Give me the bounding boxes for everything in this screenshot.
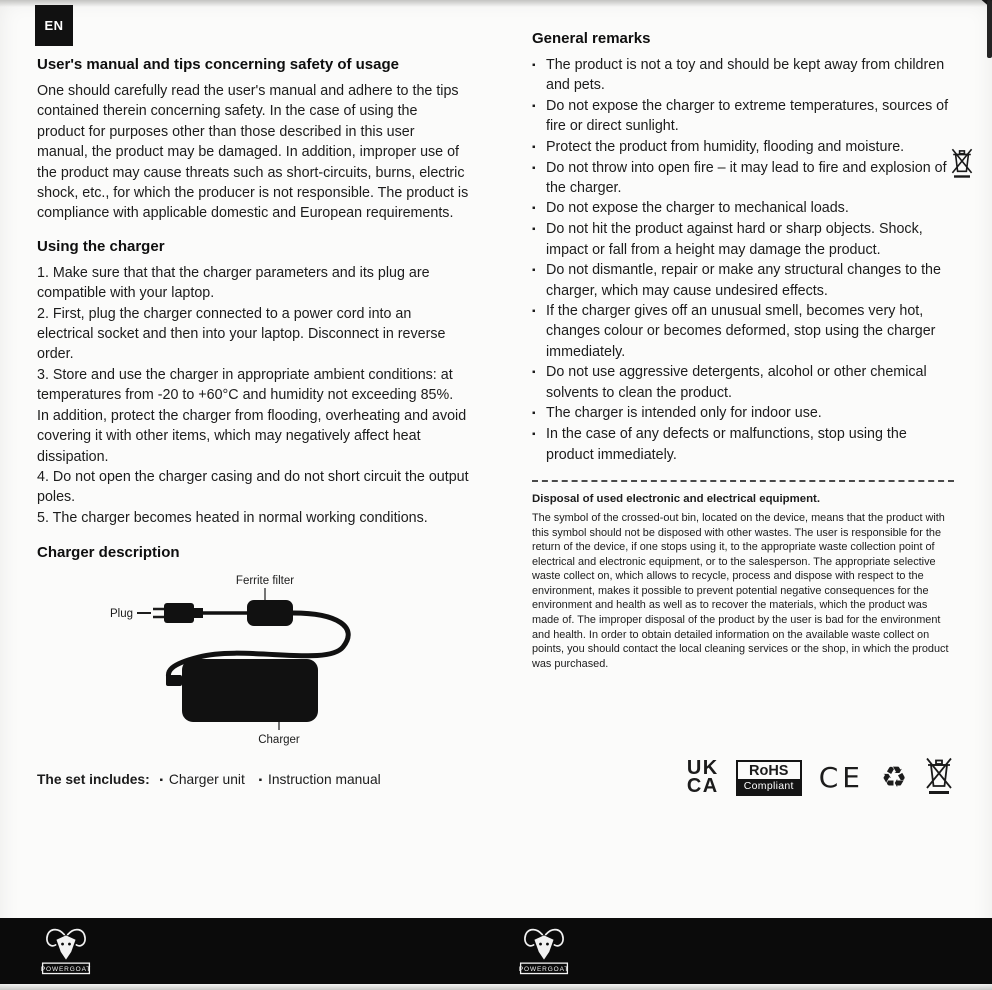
rohs-compliant-label: Compliant (738, 779, 800, 794)
using-step: 5. The charger becomes heated in normal working conditions. (37, 509, 428, 526)
scan-edge-mark (987, 0, 992, 58)
powergoat-logo (40, 924, 92, 983)
remark-item: ▪ In the case of any defects or malfunctions, stop using the product immediately. (532, 424, 956, 465)
left-column (37, 56, 469, 801)
plug-body (164, 603, 194, 623)
set-includes-line (37, 772, 469, 787)
remark-item: ▪ If the charger gives off an unusual smell, becomes very hot, changes colour or becomes deformed, stop using the charger immediately. (532, 301, 956, 362)
dashed-divider (532, 480, 954, 482)
powergoat-logo (518, 924, 570, 983)
recycle-icon (881, 763, 907, 792)
ferrite-filter-body (247, 600, 293, 626)
remark-item: ▪ Do not hit the product against hard or sharp objects. Shock, impact or fall from a height may damage the product. (532, 219, 956, 260)
safety-heading: User's manual and tips concerning safety of usage (37, 56, 399, 73)
goat-face (534, 935, 553, 959)
charger-diagram-drawing (37, 569, 469, 751)
weee-bin-small-icon (950, 146, 974, 184)
footer-band (0, 918, 992, 984)
remark-item: ▪ Do not expose the charger to extreme temperatures, sources of fire or direct sunlight. (532, 96, 956, 137)
goat-face (56, 935, 75, 959)
using-step: 4. Do not open the charger casing and do not short circuit the output poles. (37, 468, 469, 506)
remark-item: ▪ The product is not a toy and should be kept away from children and pets. (532, 55, 956, 96)
disposal-heading: Disposal of used electronic and electrical equipment. (532, 492, 821, 505)
remark-item: ▪ Do not expose the charger to mechanical loads. (532, 198, 956, 219)
powergoat-wordmark: POWERGOAT (40, 965, 92, 973)
ukca-top: UK (686, 757, 719, 780)
scan-edge-bottom (0, 984, 992, 990)
powergoat-wordmark: POWERGOAT (518, 965, 570, 973)
plug-label: Plug (109, 608, 133, 621)
set-includes-item: ▪ Charger unit (160, 772, 245, 787)
charger-description-heading: Charger description (37, 544, 180, 562)
using-heading: Using the charger (37, 237, 165, 255)
rohs-label: RoHS (749, 762, 789, 779)
charger-body (182, 659, 318, 722)
using-step: 1. Make sure that that the charger parameters and its plug are compatible with your laptop. (37, 264, 430, 302)
ukca-bottom: CA (686, 774, 719, 797)
remark-item: ▪ Do not dismantle, repair or make any structural changes to the charger, which may cause undesired effects. (532, 260, 956, 301)
charger-label: Charger (258, 734, 300, 747)
compliance-marks (532, 755, 956, 800)
weee-bin-icon (924, 755, 954, 800)
remark-item: ▪ Do not throw into open fire – it may lead to fire and explosion of the charger. (532, 158, 956, 199)
ukca-mark (686, 757, 719, 797)
remark-item: ▪ The charger is intended only for indoor use. (532, 403, 956, 424)
using-step: 3. Store and use the charger in appropriate ambient conditions: at temperatures from -20 to +60°C and humidity not exceeding 85%. In addition, protect the charger from flooding, overheating and avoid covering it with other items, which may negatively affect heat dissipation. (37, 366, 467, 465)
using-step: 2. First, plug the charger connected to a power cord into an electrical socket and then into your laptop. Disconnect in reverse order. (37, 305, 446, 363)
remark-item: ▪ Protect the product from humidity, flooding and moisture. (532, 137, 956, 158)
set-includes-label: The set includes: (37, 772, 150, 788)
remark-item: ▪ Do not use aggressive detergents, alcohol or other chemical solvents to clean the product. (532, 362, 956, 403)
disposal-paragraph: The symbol of the crossed-out bin, located on the device, means that the product with this symbol should not be disposed with other wastes. The user is responsible for the return of the device, if one stops using it, to the appropriate waste collection point of electrical and electronic equipment, or to the salesperson. The appropriate selective waste collect on, which allows to recycle, process and dispose with respect to the environment, makes it possible to prevent potential negative consequences for the environment and health as well as to recover the materials, which the product was made of. The improper disposal of the product by the user is bad for the environment and health. In order to obtain detailed information on the available waste collect on points, you should contact the local cleaning services or the shop, in which the product was purchased. (532, 511, 949, 670)
general-remarks-list (532, 55, 956, 465)
charger-diagram (37, 569, 469, 756)
language-badge: EN (35, 5, 73, 46)
safety-paragraph: One should carefully read the user's manual and adhere to the tips contained therein concerning safety. In the case of using the product for purposes other than those described in this user manual, the product may be damaged. In addition, improper use of the product may cause threats such as short-circuits, burns, electric shock, etc., for which the producer is not responsible. The product is compliance with applicable domestic and European requirements. (37, 83, 469, 222)
general-remarks-heading: General remarks (532, 30, 651, 47)
rohs-mark (736, 760, 802, 796)
ce-mark-icon: CE (818, 761, 864, 795)
ferrite-filter-label: Ferrite filter (235, 575, 295, 588)
set-includes-item: ▪ Instruction manual (259, 772, 381, 787)
right-column (532, 30, 956, 800)
scan-edge-top (0, 0, 992, 7)
